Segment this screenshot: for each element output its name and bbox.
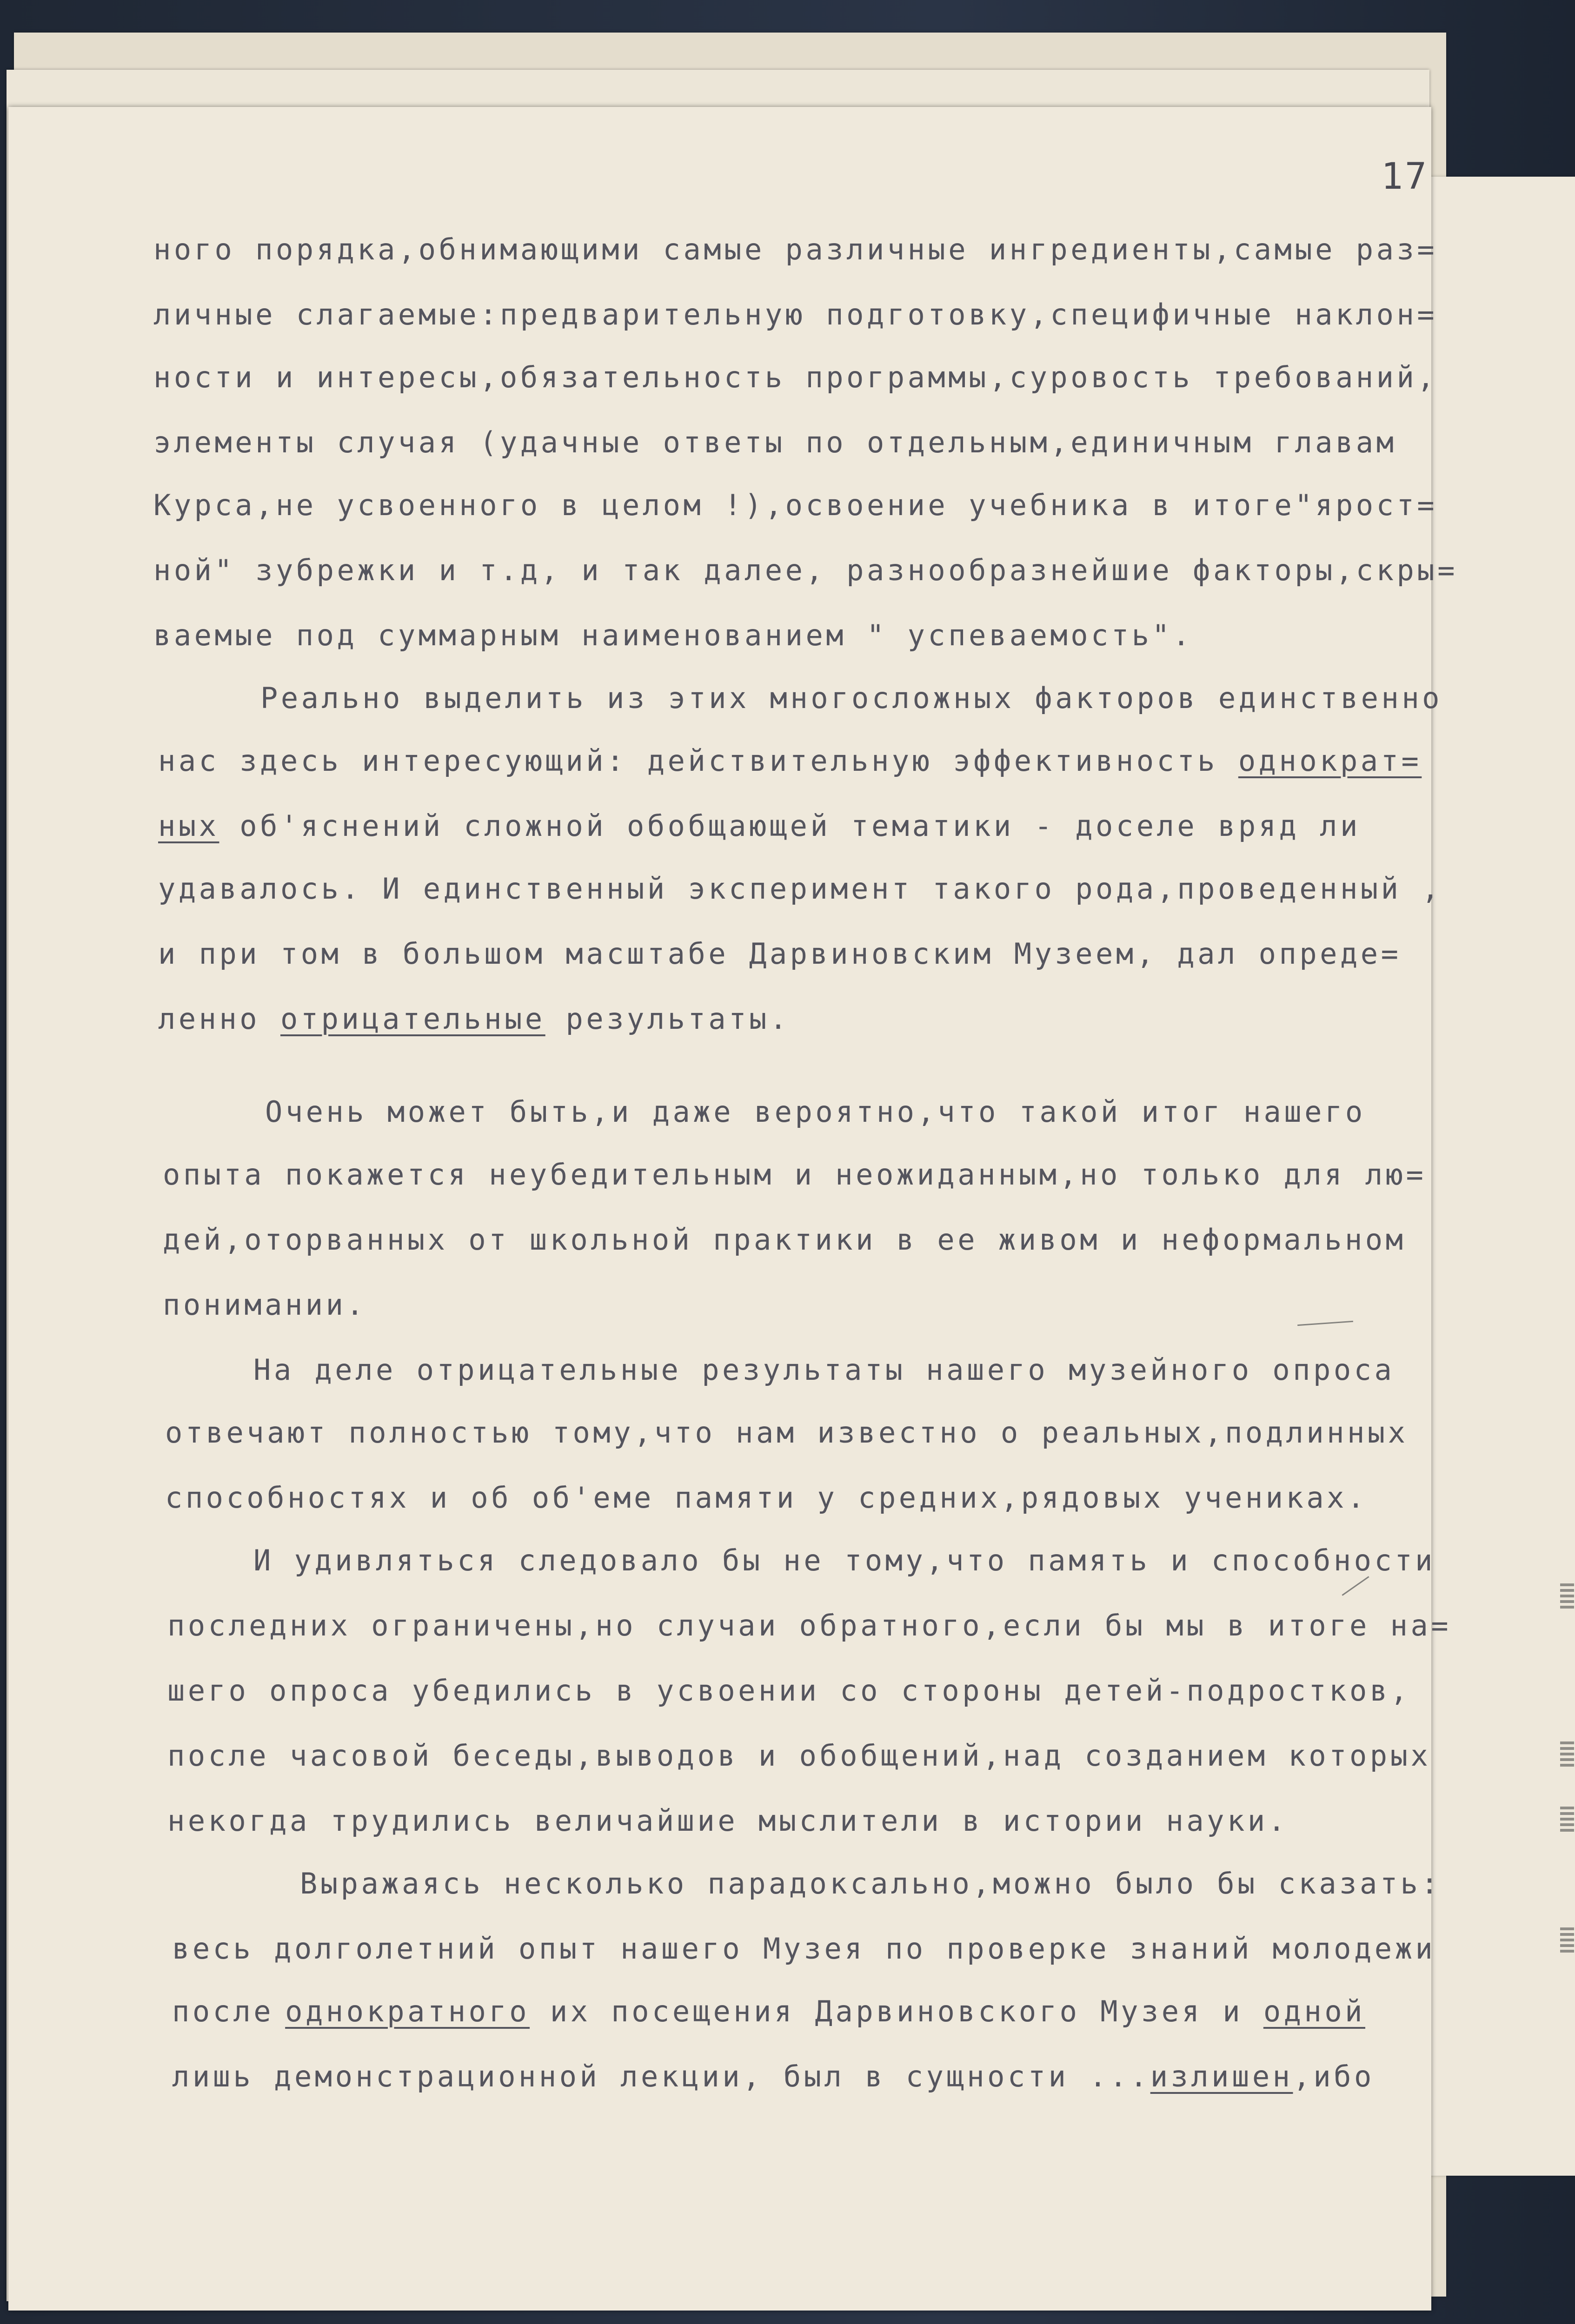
underlined-word: однократного [285, 1994, 530, 2028]
underlined-word: одной [1263, 1994, 1365, 2028]
text-line: весь долголетний опыт нашего Музея по проверке знаний молодежи [172, 1932, 1436, 1966]
text-line: Реально выделить из этих многосложных факторов единственно [260, 681, 1442, 715]
text-line: Курса,не усвоенного в целом !),освоение учебника в итоге"ярост= [153, 488, 1438, 522]
text-segment: об'яснений сложной обобщающей тематики - доселе вряд ли [219, 809, 1361, 843]
text-segment: ,ибо [1293, 2059, 1375, 2093]
text-line [172, 2059, 1375, 2093]
text-segment: ленно [158, 1002, 280, 1036]
text-line [172, 1994, 1365, 2028]
text-line [158, 744, 1422, 778]
page-number: 17 [1381, 156, 1429, 198]
underlined-word: излишен [1150, 2059, 1293, 2093]
text-segment: результаты. [545, 1002, 790, 1036]
text-line: личные слагаемые:предварительную подготовку,специфичные наклон= [153, 298, 1438, 331]
underlined-word: однократ= [1238, 744, 1422, 778]
text-segment: лишь демонстрационной лекции, был в сущности ... [172, 2059, 1150, 2093]
underlined-word: ных [158, 809, 219, 843]
text-line: шего опроса убедились в усвоении со стороны детей-подростков, [167, 1674, 1411, 1708]
text-line: дей,оторванных от школьной практики в ее живом и неформальном [163, 1223, 1406, 1257]
text-line: На деле отрицательные результаты нашего музейного опроса [253, 1353, 1395, 1387]
text-line: способностях и об об'еме памяти у средних,рядовых учениках. [165, 1481, 1368, 1515]
text-line: после часовой беседы,выводов и обобщений,над созданием которых [167, 1739, 1431, 1773]
text-line: последних ограничены,но случаи обратного,если бы мы в итоге на= [167, 1609, 1452, 1642]
text-line: некогда трудились величайшие мыслители в истории науки. [167, 1804, 1289, 1838]
text-line: ного порядка,обнимающими самые различные ингредиенты,самые раз= [153, 232, 1438, 266]
text-segment: после [172, 1994, 274, 2028]
text-line: ности и интересы,обязательность программы,суровость требований, [153, 360, 1438, 394]
text-line: отвечают полностью тому,что нам известно о реальных,подлинных [165, 1416, 1409, 1450]
text-line: опыта покажется неубедительным и неожиданным,но только для лю= [163, 1158, 1427, 1192]
text-line: ной" зубрежки и т.д, и так далее, разнообразнейшие факторы,скры= [153, 553, 1458, 587]
text-line: ваемые под суммарным наименованием " успеваемость". [153, 618, 1193, 652]
text-line [158, 1002, 790, 1036]
pen-mark [1342, 1576, 1369, 1596]
text-line: Очень может быть,и даже вероятно,что такой итог нашего [265, 1095, 1366, 1129]
text-line: и при том в большом масштабе Дарвиновским Музеем, дал опреде= [158, 937, 1402, 971]
text-segment: их посещения Дарвиновского Музея и [530, 1994, 1263, 2028]
pen-mark [1297, 1321, 1353, 1326]
underlined-word: отрицательные [280, 1002, 545, 1036]
text-line: Выражаясь несколько парадоксально,можно было бы сказать: [300, 1867, 1442, 1900]
text-line: понимании. [163, 1288, 367, 1322]
text-line: элементы случая (удачные ответы по отдельным,единичным главам [153, 425, 1397, 459]
text-line: И удивляться следовало бы не тому,что память и способности [253, 1543, 1435, 1577]
text-segment: нас здесь интересующий: действительную эффективность [158, 744, 1238, 778]
text-line [158, 809, 1361, 843]
text-line: удавалось. И единственный эксперимент такого рода,проведенный , [158, 872, 1442, 906]
